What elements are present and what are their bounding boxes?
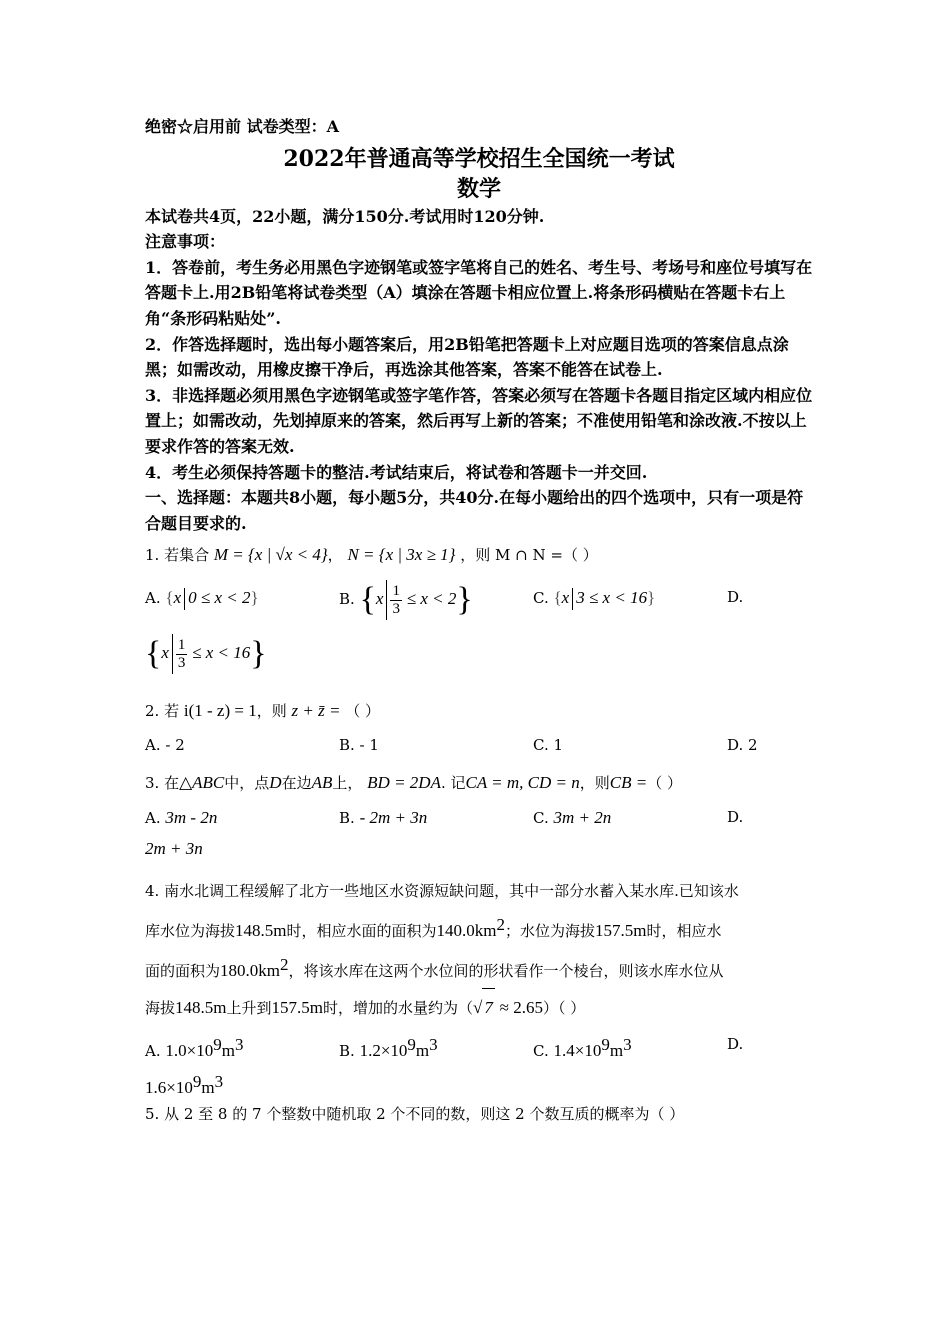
q1-option-c[interactable]: C. {x 3 ≤ x < 16}	[533, 588, 655, 610]
q3-edge-ab: AB	[311, 773, 333, 793]
q1-option-d-label[interactable]: D.	[727, 588, 744, 607]
q2-option-c[interactable]: C. 1	[533, 736, 564, 755]
q4-option-d[interactable]: $1.6\times 10^9m^3$	[145, 1072, 224, 1098]
q1-a-text: 0 ≤ x < 2	[188, 588, 251, 608]
q3-prefix: 3. 在	[145, 774, 180, 793]
q3-text-1: 中，点	[224, 774, 270, 793]
note-2: 2．作答选择题时，选出每小题答案后，用2B铅笔把答题卡上对应题目选项的答案信息点涂黑；如需改动，用橡皮擦干净后，再选涂其他答案，答案不能答在试卷上.	[145, 334, 789, 380]
note-1: 1．答卷前，考生务必用黑色字迹钢笔或签字笔将自己的姓名、考生号、考场号和座位号填写在答题卡上.用2B铅笔将试卷类型（A）填涂在答题卡相应位置上.将条形码横贴在答题卡右上角“条形码粘贴处”.	[145, 257, 813, 328]
q3-b-text: - 2m + 3n	[359, 808, 428, 828]
q1-b-label: B.	[339, 590, 355, 609]
q2-prefix: 2. 若	[145, 702, 180, 721]
q3-option-c[interactable]: C. 3m + 2n	[533, 808, 612, 828]
q3-text-2: 在边	[281, 774, 312, 793]
q1-tail: ，则 M ∩ N =（ ）	[460, 546, 598, 565]
q1-prefix: 1. 若集合	[145, 546, 210, 565]
exam-title: 2022年普通高等学校招生全国统一考试	[283, 145, 675, 172]
q3-bd-eq: BD = 2DA	[367, 773, 441, 793]
q1-a-var: x	[173, 588, 182, 608]
question-3	[145, 772, 813, 794]
q4-option-b[interactable]: B. $1.2\times 10^9m^3$	[339, 1035, 438, 1061]
q3-d-text: 2m + 3n	[145, 839, 203, 859]
q1-c-text: 3 ≤ x < 16	[576, 588, 648, 608]
q3-triangle: △ABC	[179, 773, 225, 793]
q1-b-text: ≤ x < 2	[406, 589, 457, 609]
q1-option-d[interactable]: {x $\frac{1}{3}$ ≤ x < 16}	[145, 635, 267, 673]
q4-sqrt-7: 7	[482, 988, 495, 1027]
q3-options	[145, 808, 813, 838]
q1-sep: ，	[327, 546, 343, 565]
q2-expr: z + z̄ =	[291, 701, 341, 721]
q1-d-text: ≤ x < 16	[192, 643, 251, 663]
q4-option-c[interactable]: C. $1.4\times 10^9m^3$	[533, 1035, 632, 1061]
q2-option-a[interactable]: A. - 2	[145, 736, 185, 755]
q3-cb: CB =	[609, 773, 648, 793]
question-2	[145, 700, 813, 722]
q1-option-a[interactable]: A. {x 0 ≤ x < 2}	[145, 588, 259, 610]
question-4-line-3: 面的面积为$180.0km^2$，将该水库在这两个水位间的形状看作一个棱台，则该水库水位从	[145, 955, 724, 981]
q1-b-frac: $\frac{1}{3}$	[392, 582, 400, 617]
exam-subject: 数学	[456, 175, 501, 202]
q3-text-5: ，则	[579, 774, 610, 793]
q3-option-b[interactable]: B. - 2m + 3n	[339, 808, 428, 828]
q1-d-var: x	[161, 643, 169, 663]
q1-d-frac: $\frac{1}{3}$	[177, 636, 186, 671]
q3-option-d[interactable]	[145, 838, 813, 866]
q2-option-b[interactable]: B. - 1	[339, 736, 379, 755]
q4-option-a[interactable]: A. $1.0\times 10^9m^3$	[145, 1035, 244, 1061]
q3-text-6: （ ）	[647, 774, 683, 793]
q1-option-b[interactable]: B. {x $\frac{1}{3}$ ≤ x < 2}	[339, 581, 473, 619]
q3-vectors: CA = m, CD = n	[465, 773, 580, 793]
q1-options	[145, 580, 813, 628]
q2-tail: （ ）	[345, 702, 381, 721]
q3-text-4: . 记	[440, 774, 466, 793]
note-4: 4．考生必须保持答题卡的整洁.考试结束后，将试卷和答题卡一并交回.	[145, 462, 648, 482]
question-4-line-1: 4. 南水北调工程缓解了北方一些地区水资源短缺问题，其中一部分水蓄入某水库.已知该水	[145, 882, 739, 901]
q3-option-d-label[interactable]: D.	[727, 808, 744, 827]
q2-eq: i(1 - z) = 1	[183, 701, 257, 721]
q2-option-d[interactable]: D. 2	[727, 736, 758, 755]
question-4-line-2: 库水位为海拔148.5m时，相应水面的面积为$140.0km^2$；水位为海拔157.5m时，相应水	[145, 915, 722, 941]
q3-c-text: 3m + 2n	[553, 808, 612, 828]
note-3: 3．非选择题必须用黑色字迹钢笔或签字笔作答，答案必须写在答题卡各题目指定区域内相应位置上；如需改动，先划掉原来的答案，然后再写上新的答案；不准使用铅笔和涂改液.不按以上要求作答的答案无效.	[145, 385, 813, 456]
exam-info: 本试卷共4页，22小题，满分150分.考试用时120分钟.	[145, 206, 545, 226]
q3-option-a[interactable]: A. 3m - 2n	[145, 808, 218, 828]
q4-option-d-label[interactable]: D.	[727, 1035, 744, 1054]
q1-b-var: x	[375, 589, 384, 609]
q2-mid: ，则	[256, 702, 287, 721]
question-1	[145, 544, 813, 566]
q3-a-text: 3m - 2n	[165, 808, 218, 828]
q3-point-d: D	[269, 773, 282, 793]
q1-c-var: x	[561, 588, 570, 608]
question-4-line-4: 海拔148.5m上升到157.5m时，增加的水量约为（√ 7 ≈ 2.65）（ ）	[145, 988, 813, 1027]
q1-set-m: M = {x | √x < 4}	[213, 545, 328, 565]
q3-text-3: 上，	[332, 774, 363, 793]
q1-c-label: C.	[533, 589, 549, 608]
notes-heading: 注意事项：	[145, 232, 226, 252]
q2-options	[145, 736, 813, 766]
exam-page	[145, 114, 813, 1129]
secret-line: 绝密☆启用前 试卷类型：A	[145, 117, 339, 136]
section-1-heading: 一、选择题：本题共8小题，每小题5分，共40分.在每小题给出的四个选项中，只有一项是符合题目要求的.	[145, 488, 804, 533]
q4-options	[145, 1035, 813, 1065]
question-5: 5. 从 2 至 8 的 7 个整数中随机取 2 个不同的数，则这 2 个数互质的概率为（ ）	[145, 1105, 685, 1124]
q1-a-label: A.	[145, 589, 161, 608]
q1-set-n: N = {x | 3x ≥ 1}	[347, 545, 456, 565]
